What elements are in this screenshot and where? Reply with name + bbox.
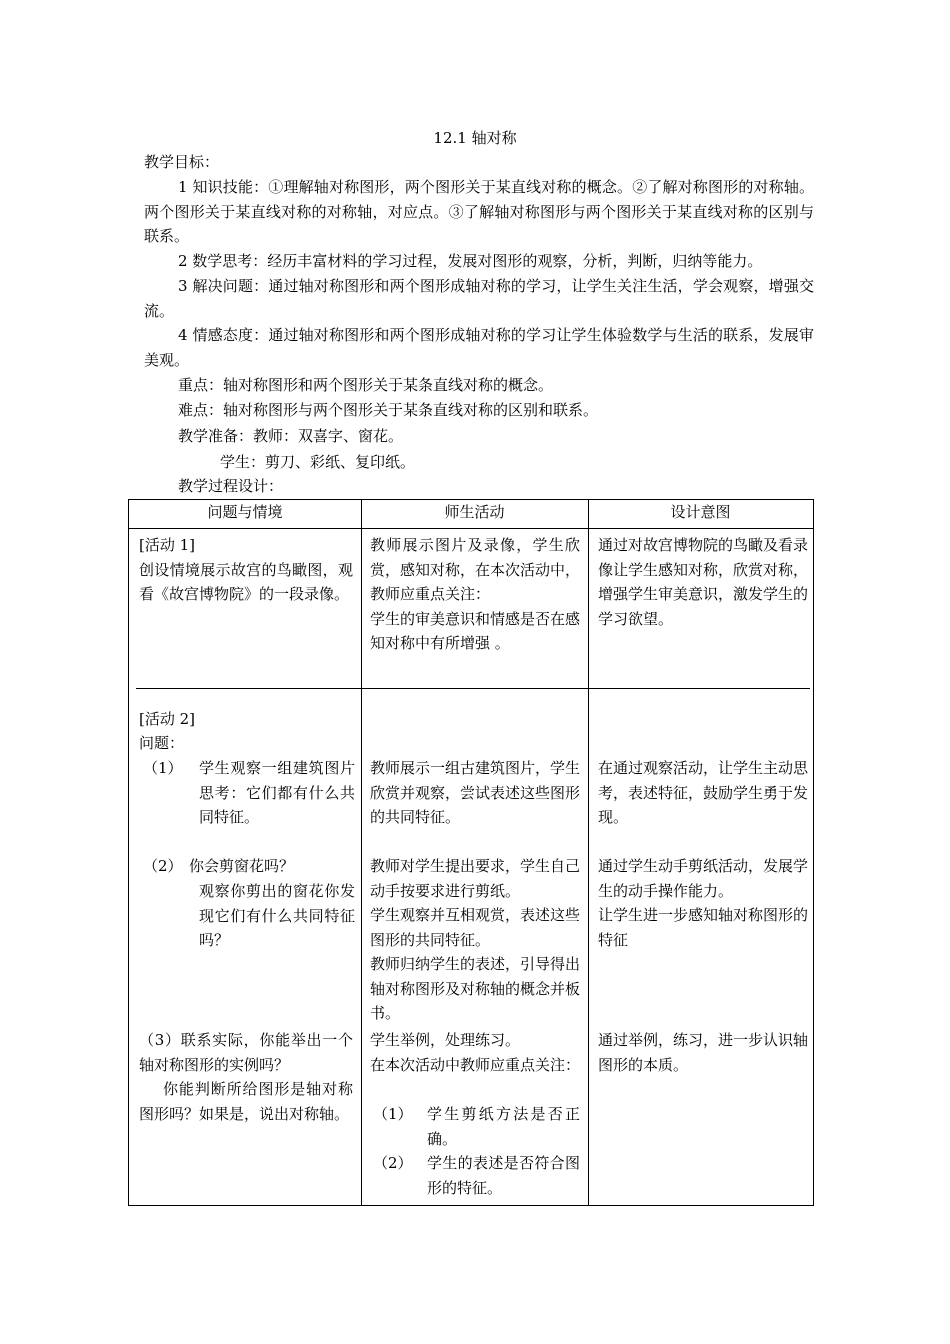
q2-number: （2） <box>143 857 183 875</box>
q1-number: （1） <box>143 759 183 777</box>
q3-problem <box>139 1028 353 1126</box>
process-heading: 教学过程设计： <box>178 477 284 495</box>
q2-intent-1: 通过学生动手剪纸活动，发展学生的动手操作能力。 <box>598 857 809 900</box>
activity1-problem-text: 创设情境展示故宫的鸟瞰图，观看《故宫博物院》的一段录像。 <box>139 560 353 603</box>
q3-text-1: （3）联系实际，你能举出一个轴对称图形的实例吗？ <box>139 1031 353 1074</box>
header-problem: 问题与情境 <box>207 503 283 521</box>
q1-activity: 教师展示一组古建筑图片，学生欣赏并观察，尝试表述这些图形的共同特征。 <box>370 759 581 826</box>
q2-activity-3: 教师归纳学生的表述，引导得出轴对称图形及对称轴的概念并板书。 <box>370 955 581 1022</box>
activity2-label: [活动 2] <box>139 710 196 728</box>
goal-knowledge: 1 知识技能：①理解轴对称图形，两个图形关于某直线对称的概念。②了解对称图形的对称轴。两个图形关于某直线对称的对称轴，对应点。③了解轴对称图形与两个图形关于某直线对称的区别与联系。 <box>144 178 814 245</box>
column-divider <box>361 500 362 1205</box>
goal-thinking: 2 数学思考：经历丰富材料的学习过程，发展对图形的观察，分析，判断，归纳等能力。 <box>178 252 763 270</box>
activity1-teacher-student <box>370 533 580 656</box>
activity1-problem <box>139 533 353 607</box>
activity1-intent: 通过对故宫博物院的鸟瞰及看录像让学生感知对称，欣赏对称，增强学生审美意识，激发学生的学习欲望。 <box>598 536 809 628</box>
q2-text: 观察你剪出的窗花你发现它们有什么共同特征吗？ <box>199 882 355 949</box>
prep-teacher: 教学准备：教师：双喜字、窗花。 <box>178 427 404 445</box>
q2-line: 你会剪窗花吗？ <box>189 857 295 875</box>
q1-text: 学生观察一组建筑图片思考：它们都有什么共同特征。 <box>199 759 355 826</box>
q3-sub1-number: （1） <box>373 1105 413 1123</box>
activity1-label: [活动 1] <box>139 536 196 554</box>
q1-intent: 在通过观察活动，让学生主动思考，表述特征，鼓励学生勇于发现。 <box>598 759 809 826</box>
q2-activity-2: 学生观察并互相观赏，表述这些图形的共同特征。 <box>370 906 581 949</box>
q2-intent <box>598 854 808 952</box>
key-point: 重点：轴对称图形和两个图形关于某条直线对称的概念。 <box>178 376 554 394</box>
q2-activity-1: 教师对学生提出要求，学生自己动手按要求进行剪纸。 <box>370 857 581 900</box>
doc-title: 12.1 轴对称 <box>433 129 517 147</box>
q3-intent: 通过举例，练习，进一步认识轴图形的本质。 <box>598 1031 809 1074</box>
q2-activity <box>370 854 580 1026</box>
difficulty: 难点：轴对称图形与两个图形关于某条直线对称的区别和联系。 <box>178 401 599 419</box>
activity1-activity-text: 教师展示图片及录像，学生欣赏，感知对称，在本次活动中，教师应重点关注： <box>370 536 581 603</box>
q3-sub1-text: 学生剪纸方法是否正确。 <box>427 1105 580 1148</box>
header-intent: 设计意图 <box>670 503 731 521</box>
column-divider <box>588 500 589 1205</box>
activity1-activity-focus: 学生的审美意识和情感是否在感知对称中有所增强 。 <box>370 609 581 652</box>
goals-heading: 教学目标： <box>144 153 220 171</box>
q2-intent-2: 让学生进一步感知轴对称图形的特征 <box>598 906 809 949</box>
q3-sub2-number: （2） <box>373 1154 413 1172</box>
lesson-table <box>128 499 814 1206</box>
row-divider <box>136 688 810 689</box>
q3-text-2: 你能判断所给图形是轴对称图形吗？如果是，说出对称轴。 <box>139 1080 353 1123</box>
q3-activity-1: 学生举例，处理练习。 <box>370 1031 521 1049</box>
header-activity: 师生活动 <box>444 503 505 521</box>
activity2-question-heading: 问题： <box>139 734 185 752</box>
goal-attitude: 4 情感态度：通过轴对称图形和两个图形成轴对称的学习让学生体验数学与生活的联系，发展审美观。 <box>144 326 814 369</box>
prep-student: 学生：剪刀、彩纸、复印纸。 <box>220 453 416 471</box>
q3-sub2-text: 学生的表述是否符合图形的特征。 <box>427 1154 580 1197</box>
q3-activity-2: 在本次活动中教师应重点关注： <box>370 1056 581 1074</box>
goal-problem-solving: 3 解决问题：通过轴对称图形和两个图形成轴对称的学习，让学生关注生活，学会观察，增强交流。 <box>144 277 814 320</box>
